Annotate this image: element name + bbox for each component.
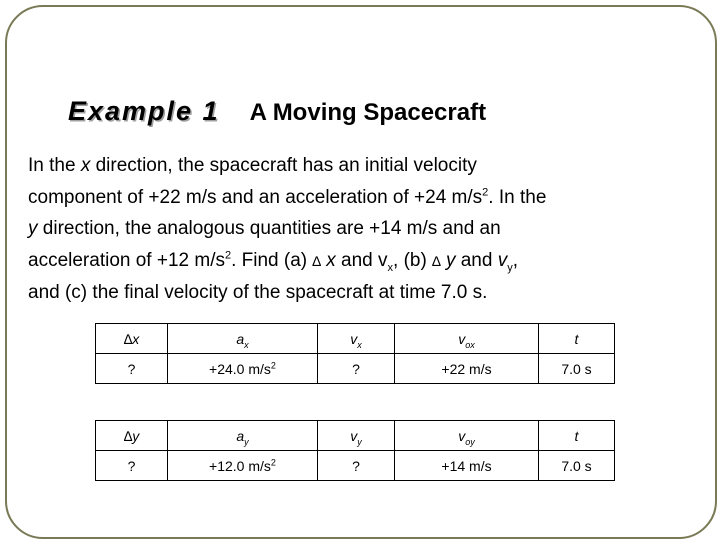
problem-statement xyxy=(28,150,700,309)
header-subscript: x xyxy=(244,339,249,350)
problem-line-2 xyxy=(28,182,700,214)
exponent: 2 xyxy=(270,456,276,467)
header-subscript: oy xyxy=(465,436,475,447)
text-run: , (b) xyxy=(393,249,433,271)
delta-symbol: ∆ xyxy=(432,252,441,269)
value-cell: 7.0 s xyxy=(539,451,615,481)
exponent: 2 xyxy=(224,249,232,262)
value-cell xyxy=(168,354,318,384)
value-cell: ? xyxy=(318,451,395,481)
value-cell: ? xyxy=(96,451,168,481)
var-v: v xyxy=(497,249,508,271)
x-direction-table xyxy=(95,323,615,384)
text-run: , xyxy=(512,249,518,271)
var-x: x xyxy=(320,249,336,271)
header-symbol: t xyxy=(574,427,579,444)
value-text: +24.0 m/s xyxy=(209,360,271,377)
header-symbol: a xyxy=(236,427,245,444)
delta-symbol: ∆ xyxy=(312,252,321,269)
header-cell xyxy=(539,421,615,451)
header-symbol: ∆y xyxy=(123,427,140,444)
header-symbol: a xyxy=(236,330,245,347)
header-subscript: y xyxy=(244,436,249,447)
var-y: y xyxy=(28,218,38,239)
problem-line-5: and (c) the final velocity of the spacecraft at time 7.0 s. xyxy=(28,282,488,303)
var-y: y xyxy=(440,249,456,271)
header-cell xyxy=(168,324,318,354)
subscript: y xyxy=(507,261,513,274)
problem-line-1 xyxy=(28,150,700,182)
text-run: direction, the analogous quantities are +14 m/s and an xyxy=(37,218,501,239)
problem-line-4 xyxy=(28,245,700,278)
value-cell: ? xyxy=(96,354,168,384)
table-row xyxy=(96,354,615,384)
text-run: . In the xyxy=(488,186,547,208)
text-run: and v xyxy=(335,249,388,271)
header-symbol: t xyxy=(574,330,579,347)
header-cell xyxy=(395,324,539,354)
var-x: x xyxy=(80,155,91,176)
header-symbol: v xyxy=(350,427,358,444)
header-symbol: v xyxy=(458,427,466,444)
header-symbol: v xyxy=(458,330,466,347)
header-cell xyxy=(539,324,615,354)
table-row xyxy=(96,451,615,481)
header-symbol: ∆x xyxy=(123,330,140,347)
text-run: and xyxy=(455,249,498,271)
header-cell xyxy=(318,421,395,451)
table-header-row xyxy=(96,421,615,451)
header-cell xyxy=(395,421,539,451)
table-header-row xyxy=(96,324,615,354)
header-cell xyxy=(96,324,168,354)
text-run: . Find (a) xyxy=(231,249,313,271)
title-subtitle: A Moving Spacecraft xyxy=(249,99,487,126)
header-symbol: v xyxy=(350,330,358,347)
text-run: acceleration of +12 m/s xyxy=(28,249,225,271)
problem-line-3 xyxy=(28,213,700,245)
value-cell: ? xyxy=(318,354,395,384)
y-direction-table xyxy=(95,420,615,481)
header-subscript: ox xyxy=(465,339,475,350)
example-label: Example 1 xyxy=(68,96,220,126)
text-run: direction, the spacecraft has an initial velocity xyxy=(90,155,477,176)
header-cell xyxy=(168,421,318,451)
exponent: 2 xyxy=(482,186,489,199)
header-subscript: y xyxy=(357,436,362,447)
value-cell: +14 m/s xyxy=(395,451,539,481)
value-text: +12.0 m/s xyxy=(209,457,271,474)
header-cell xyxy=(96,421,168,451)
value-cell xyxy=(168,451,318,481)
text-run: component of +22 m/s and an acceleration of +24 m/s xyxy=(28,186,483,208)
slide-title xyxy=(68,96,486,127)
exponent: 2 xyxy=(270,359,276,370)
text-run: In the xyxy=(28,155,81,176)
header-cell xyxy=(318,324,395,354)
value-cell: +22 m/s xyxy=(395,354,539,384)
value-cell: 7.0 s xyxy=(539,354,615,384)
header-subscript: x xyxy=(357,339,362,350)
subscript: x xyxy=(387,261,394,274)
